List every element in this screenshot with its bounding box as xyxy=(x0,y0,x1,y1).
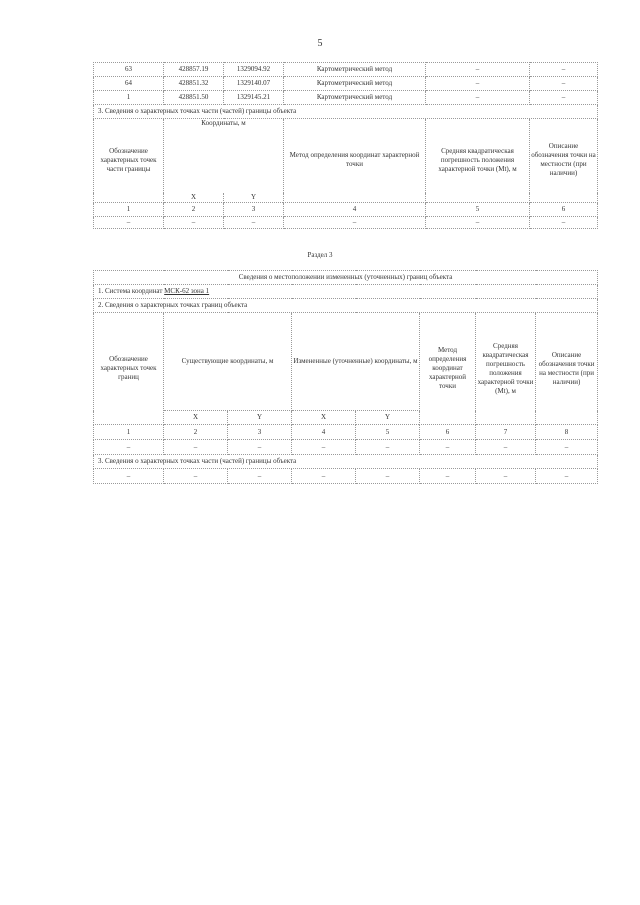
col-number: 3 xyxy=(224,202,284,216)
col-number: 1 xyxy=(94,425,164,440)
table-row xyxy=(94,91,598,105)
empty-cell: – xyxy=(228,469,292,484)
table-row xyxy=(94,216,598,228)
table-row xyxy=(94,440,598,455)
col-x: X xyxy=(164,193,224,203)
empty-cell: – xyxy=(292,440,356,455)
col-number: 3 xyxy=(228,425,292,440)
mt: – xyxy=(426,77,530,91)
col-number: 4 xyxy=(284,202,426,216)
coord-x: 428851.32 xyxy=(164,77,224,91)
empty-cell: – xyxy=(224,216,284,228)
col-number: 8 xyxy=(536,425,598,440)
col-number: 6 xyxy=(420,425,476,440)
empty-cell: – xyxy=(536,440,598,455)
col-y: Y xyxy=(228,411,292,425)
col-number: 4 xyxy=(292,425,356,440)
empty-cell: – xyxy=(94,440,164,455)
coord-x: 428857.19 xyxy=(164,63,224,77)
empty-cell: – xyxy=(420,440,476,455)
table-row xyxy=(94,469,598,484)
col-number: 2 xyxy=(164,425,228,440)
col-number: 1 xyxy=(94,202,164,216)
coord-x: 428851.50 xyxy=(164,91,224,105)
col-mt: Средняя квадратическая погрешность положения характерной точки (Мt), м xyxy=(426,119,530,203)
col-changed-coordinates: Измененные (уточненные) координаты, м xyxy=(292,313,420,411)
coordinate-system xyxy=(94,285,598,299)
coord-y: 1329145.21 xyxy=(224,91,284,105)
mt: – xyxy=(426,63,530,77)
empty-cell: – xyxy=(284,216,426,228)
coordinate-system-value: МСК-62 зона 1 xyxy=(164,287,210,295)
coord-y: 1329140.07 xyxy=(224,77,284,91)
page-number: 5 xyxy=(317,38,323,49)
part-heading: 3. Сведения о характерных точках части (частей) границы объекта xyxy=(94,455,598,469)
section-title: Раздел 3 xyxy=(307,251,333,259)
description: – xyxy=(530,77,598,91)
changed-boundaries-table xyxy=(93,270,598,484)
point-number: 63 xyxy=(94,63,164,77)
empty-cell: – xyxy=(164,469,228,484)
description: – xyxy=(530,91,598,105)
empty-cell: – xyxy=(356,469,420,484)
col-x: X xyxy=(164,411,228,425)
mt: – xyxy=(426,91,530,105)
col-number: 5 xyxy=(426,202,530,216)
col-existing-coordinates: Существующие координаты, м xyxy=(164,313,292,411)
description: – xyxy=(530,63,598,77)
empty-cell: – xyxy=(94,469,164,484)
coordinate-system-label: 1. Система координат xyxy=(98,287,163,295)
empty-cell: – xyxy=(530,216,598,228)
empty-cell: – xyxy=(228,440,292,455)
point-number: 1 xyxy=(94,91,164,105)
points-continuation-table xyxy=(93,62,598,229)
table-row xyxy=(94,77,598,91)
col-point-designation: Обозначение характерных точек части границы xyxy=(94,119,164,203)
col-coordinates: Координаты, м xyxy=(164,119,284,193)
col-method: Метод определения координат характерной точки xyxy=(420,313,476,425)
numbers-row xyxy=(94,425,598,440)
col-method: Метод определения координат характерной точки xyxy=(284,119,426,203)
point-number: 64 xyxy=(94,77,164,91)
col-description: Описание обозначения точки на местности (при наличии) xyxy=(536,313,598,425)
col-description: Описание обозначения точки на местности (при наличии) xyxy=(530,119,598,203)
col-point-designation: Обозначение характерных точек границ xyxy=(94,313,164,425)
col-y: Y xyxy=(224,193,284,203)
part-heading: 3. Сведения о характерных точках части (частей) границы объекта xyxy=(94,105,598,119)
col-number: 6 xyxy=(530,202,598,216)
points-heading: 2. Сведения о характерных точках границ объекта xyxy=(94,299,598,313)
empty-cell: – xyxy=(164,216,224,228)
col-number: 5 xyxy=(356,425,420,440)
col-mt: Средняя квадратическая погрешность положения характерной точки (Мt), м xyxy=(476,313,536,425)
table-row xyxy=(94,63,598,77)
empty-cell: – xyxy=(536,469,598,484)
empty-cell: – xyxy=(164,440,228,455)
method: Картометрический метод xyxy=(284,91,426,105)
col-y: Y xyxy=(356,411,420,425)
empty-cell: – xyxy=(292,469,356,484)
empty-cell: – xyxy=(426,216,530,228)
empty-cell: – xyxy=(356,440,420,455)
empty-cell: – xyxy=(94,216,164,228)
table-title: Сведения о местоположении измененных (уточненных) границ объекта xyxy=(94,271,598,285)
col-number: 2 xyxy=(164,202,224,216)
numbers-row xyxy=(94,202,598,216)
method: Картометрический метод xyxy=(284,63,426,77)
coord-y: 1329094.92 xyxy=(224,63,284,77)
empty-cell: – xyxy=(476,469,536,484)
col-number: 7 xyxy=(476,425,536,440)
empty-cell: – xyxy=(476,440,536,455)
empty-cell: – xyxy=(420,469,476,484)
col-x: X xyxy=(292,411,356,425)
method: Картометрический метод xyxy=(284,77,426,91)
